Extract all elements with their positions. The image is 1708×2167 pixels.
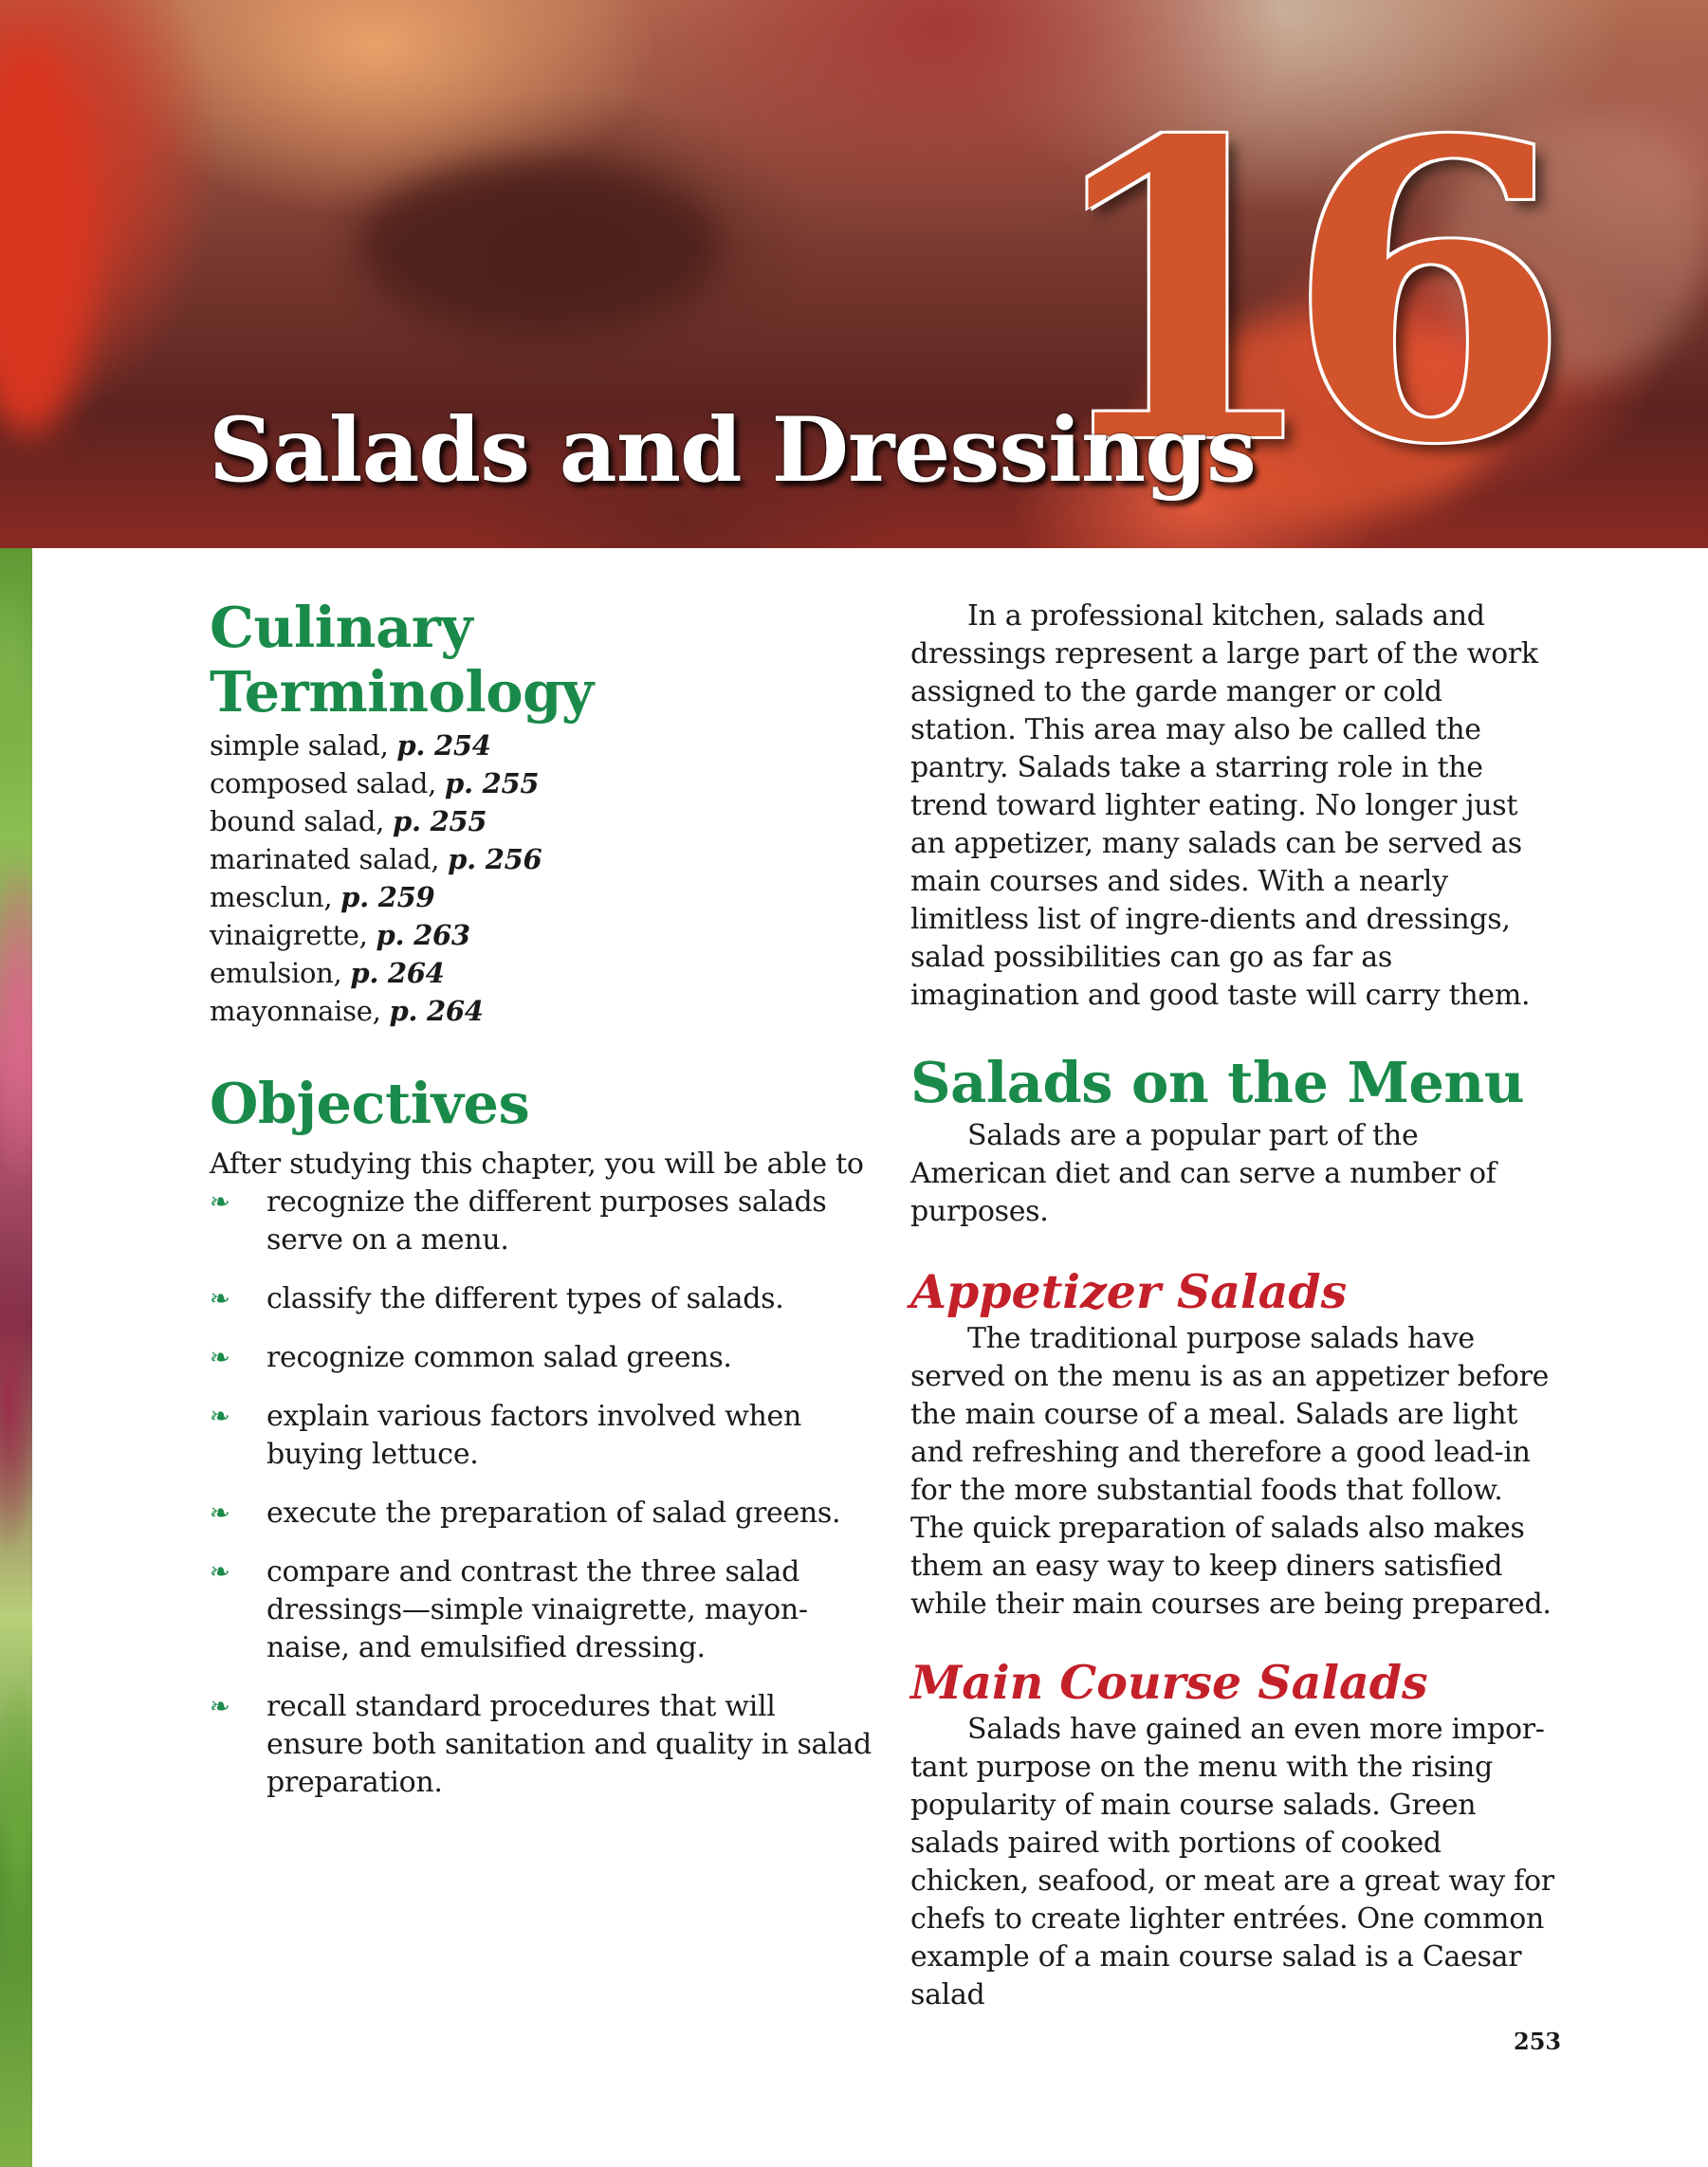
term-page-reference: p. 264 [389,995,484,1027]
objective-item [210,1280,873,1318]
terminology-item [210,878,873,916]
intro-paragraph: In a professional kitchen, salads and dressings represent a large part of the work assigned to the garde manger or cold station. This area may also be called the pantry. Salads take a starring role in the trend toward lighter eating. No longer just an appetizer, many salads can be served as main courses and sides. With a nearly limitless list of ingre-dients and dressings, salad possibilities can go as far as imagination and good taste will carry them. [910,599,1538,1012]
chapter-banner [0,0,1708,548]
terminology-item [210,802,873,840]
salads-on-menu-heading: Salads on the Menu [910,1050,1525,1115]
objectives-heading: Objectives [210,1071,530,1136]
objective-item [210,1184,873,1259]
objective-item [210,1553,873,1667]
page-number: 253 [1514,2028,1562,2055]
term-page-reference: p. 256 [448,843,542,875]
fleuron-bullet-icon: ❧ [210,1403,230,1431]
chapter-number: 16 [1038,54,1534,533]
objective-text: classify the different types of salads. [266,1282,784,1315]
fleuron-bullet-icon: ❧ [210,1285,230,1313]
objective-text: execute the preparation of salad greens. [266,1497,841,1530]
objective-item [210,1339,873,1377]
terminology-item [210,840,873,878]
objective-text: recognize the different purposes salads serve on a menu. [266,1185,827,1257]
term-text: vinaigrette, [210,919,376,951]
term-text: mayonnaise, [210,995,390,1027]
fleuron-bullet-icon: ❧ [210,1188,230,1217]
term-page-reference: p. 264 [350,957,445,989]
objective-text: compare and contrast the three salad dressings—simple vinaigrette, mayon-naise, and emulsified dressing. [266,1555,808,1664]
chapter-title: Salads and Dressings [209,398,1256,503]
left-column [210,596,873,1823]
fleuron-bullet-icon: ❧ [210,1499,230,1528]
fleuron-bullet-icon: ❧ [210,1693,230,1721]
terminology-item [210,954,873,992]
objective-item [210,1688,873,1802]
term-text: marinated salad, [210,843,449,875]
objectives-list [210,1184,873,1802]
objective-text: explain various factors involved when buying lettuce. [266,1400,802,1471]
term-text: composed salad, [210,767,445,799]
main-course-salads-text: Salads have gained an even more impor-tant purpose on the menu with the rising popularity of main course salads. Green salads paired with portions of cooked chicken, seafood, or meat are a great way for chefs to create lighter entrées. One common example of a main course salad is a Caesar salad [910,1713,1554,2011]
appetizer-salads-text: The traditional purpose salads have served on the menu is as an appetizer before the main course of a meal. Salads are light and refreshing and therefore a good lead-in for the more substantial foods that follow. The quick preparation of salads also makes them an easy way to keep diners satisfied while their main courses are being prepared. [910,1322,1552,1621]
fleuron-bullet-icon: ❧ [210,1558,230,1587]
objective-text: recall standard procedures that will ensure both sanitation and quality in salad preparation. [266,1690,872,1799]
term-page-reference: p. 255 [393,805,487,837]
terminology-heading: Culinary Terminology [210,595,594,725]
objective-text: recognize common salad greens. [266,1341,732,1374]
objective-item [210,1398,873,1474]
terminology-item [210,992,873,1030]
banner-leaf-blur [360,161,721,332]
terminology-list [210,726,873,1030]
term-page-reference: p. 259 [340,881,435,913]
objectives-intro: After studying this chapter, you will be able to [210,1148,864,1181]
banner-tomato-blur [0,38,95,436]
term-page-reference: p. 254 [396,729,491,762]
objective-item [210,1495,873,1533]
right-column [910,597,1555,2014]
term-text: simple salad, [210,729,397,762]
term-text: bound salad, [210,805,393,837]
term-text: mesclun, [210,881,341,913]
side-image-strip [0,548,32,2167]
term-text: emulsion, [210,957,351,989]
terminology-item [210,764,873,802]
main-course-salads-heading: Main Course Salads [910,1655,1428,1710]
term-page-reference: p. 263 [376,919,470,951]
appetizer-salads-heading: Appetizer Salads [910,1264,1348,1319]
terminology-item [210,726,873,764]
salads-on-menu-text: Salads are a popular part of the American diet and can serve a number of purposes. [910,1119,1497,1228]
terminology-item [210,916,873,954]
term-page-reference: p. 255 [445,767,540,799]
fleuron-bullet-icon: ❧ [210,1344,230,1372]
